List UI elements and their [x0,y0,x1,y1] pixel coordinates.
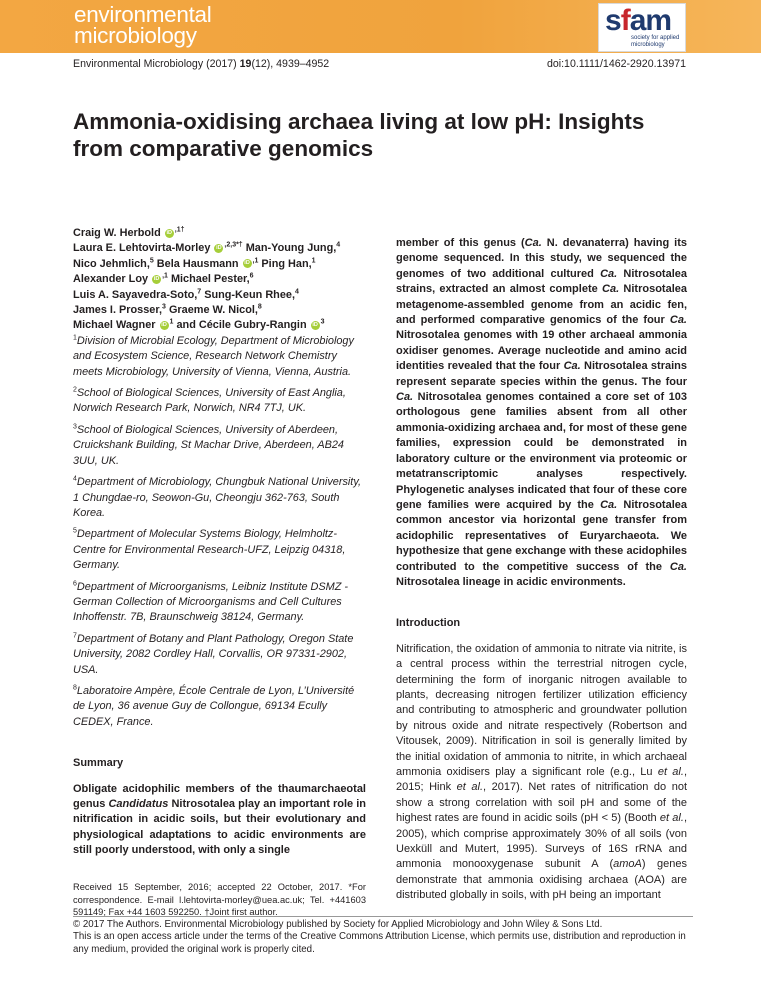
summary-continuation: member of this genus (Ca. N. devanaterra) having its genome sequenced. In this study, we sequenced the genomes of two additional cultured Ca. Nitrosotalea strains, extracted an almost complete Ca. Nitrosotalea metagenome-assembled genome from an acidic fen, and performed comparative genomics of the four Ca. Nitrosotalea genomes with 19 other archaeal ammonia oxidiser genomes. Average nucleotide and amino acid identities revealed that the four Ca. Nitrosotalea strains represent separate species within the genus. The four Ca. Nitrosotalea genomes contained a core set of 103 orthologous gene families absent from all other ammonia-oxidizing archaea and, for most of these gene families, expression could be demonstrated in laboratory culture or the environment via proteomic or metatranscriptomic analyses respectively. Phylogenetic analyses indicated that four of these core gene families were acquired by the Ca. Nitrosotalea common ancestor via horizontal gene transfer from acidophilic representatives of Euryarchaeota. We hypothesize that gene exchange with these acidophiles contributed to the competitive success of the Ca. Nitrosotalea lineage in acidic environments. [396,237,687,588]
received-correspondence-note: Received 15 September, 2016; accepted 22 October, 2017. *For correspondence. E-mail l.lehtovirta-morley@uea.ac.uk; Tel. +441603 591149; Fax +44 1603 592250. †Joint first author. [73,882,366,917]
license-text: This is an open access article under the terms of the Creative Commons Attribution License, which permits use, distribution and reproduction in any medium, provided the original work is properly cited. [73,931,686,955]
affiliation: $^7$Department of Botany and Plant Pathology, Oregon State University, 2082 Cordley Hall, Corvallis, OR 97331-2902, USA. [73,632,354,676]
journal-banner [0,0,761,53]
introduction-paragraph: Nitrification, the oxidation of ammonia to nitrate via nitrite, is a central process within the terrestrial nitrogen cycle, determining the form of inorganic nitrogen available to plants, decreasing nitrogen fertilizer utilization efficiency and contributing to atmospheric and groundwater pollution by nitrous oxide and nitrate respectively (Robertson and Vitousek, 2009). Nitrification in soil is generally limited by the initial oxidation of ammonia to nitrite, in which archaeal ammonia oxidisers play a significant role (e.g., Lu et al., 2015; Hink et al., 2017). Net rates of nitrification do not show a strong correlation with soil pH and some of the highest rates are found in acidic soils (pH < 5) (Booth et al., 2005), which comprise approximately 30% of all soils (von Uexküll and Mutert, 1995). Surveys of 16S rRNA and ammonia monooxygenase subunit A (amoA) genes demonstrate that ammonia oxidising archaea (AOA) are distributed globally in soils, with pH being an important [396,642,687,902]
footer-divider [73,916,693,917]
orcid-icon[interactable]: iD [166,229,173,236]
journal-name-line2: microbiology [74,23,197,48]
sfam-logo [598,3,686,52]
orcid-icon[interactable]: iD [312,322,318,329]
summary-paragraph: Obligate acidophilic members of the thaumarchaeotal genus Candidatus Nitrosotalea play an important role in nitrification in acidic soils, but their evolutionary and physiological adaptations to acidic environments are still poorly understood, with only a single [73,782,366,857]
article-title: Ammonia-oxidising archaea living at low pH: Insights from comparative genomics [73,109,645,161]
affiliation: $^1$Division of Microbial Ecology, Department of Microbiology and Ecosystem Science, Research Network Chemistry meets Microbiology, University of Vienna, Vienna, Austria. [73,334,354,378]
journal-citation: Environmental Microbiology (2017) 19(12), 4939–4952 [73,58,330,70]
summary-heading: Summary [73,757,124,770]
affiliation: $^2$School of Biological Sciences, University of East Anglia, Norwich Research Park, Norwich, NR4 7TJ, UK. [73,386,346,415]
introduction-heading: Introduction [396,617,461,630]
affiliation: $^8$Laboratoire Ampère, École Centrale de Lyon, L’Université de Lyon, 36 avenue Guy de Collongue, 69134 Ecully CEDEX, France. [73,684,355,728]
left-column [73,226,366,859]
orcid-icon[interactable]: iD [153,275,160,282]
sfam-logo-subtitle: society for applied microbiology [631,35,680,48]
affiliation: $^6$Department of Microorganisms, Leibniz Institute DSMZ - German Collection of Microorganisms and Cell Cultures Inhoffenstr. 7B, Braunschweig 38124, Germany. [73,579,349,624]
author-list: Craig W. Herbold iD $^{,1\dagger}$ Laura E. Lehtovirta-Morley iD $^{,2,3*\dagger}$ Man-Young Jung,$^4$ Nico Jehmlich,$^5$ Bela Hausmann iD $^{,1}$ Ping Han,$^1$ Alexander Loy iD $^{,1}$ Michael Pester,$^6$ Luis A. Sayavedra-Soto,$^7$ Sung-Keun Rhee,$^4$ James I. Prosser,$^3$ Graeme W. Nicol,$^8$ Michael Wagner iD $^1$ and Cécile Gubry-Rangin iD $^3$ [73,226,341,332]
orcid-icon[interactable]: iD [244,260,250,267]
affiliation-list [73,334,366,730]
orcid-icon[interactable]: iD [161,322,167,329]
affiliation: $^5$Department of Molecular Systems Biology, Helmholtz-Centre for Environmental Research-UFZ, Leipzig 04318, Germany. [73,527,346,572]
journal-name [74,4,211,46]
copyright-line: © 2017 The Authors. Environmental Microbiology published by Society for Applied Microbiology and John Wiley & Sons Ltd. [73,919,603,930]
affiliation: $^3$School of Biological Sciences, University of Aberdeen, Cruickshank Building, St Machar Drive, Aberdeen, AB24 3UU, UK. [73,423,344,467]
license-footer [73,919,693,956]
journal-name-line1: environmental [74,2,212,27]
sfam-logo-text: sfam [605,4,672,37]
right-column [396,236,687,904]
orcid-icon[interactable]: iD [216,245,222,252]
affiliation: $^4$Department of Microbiology, Chungbuk National University, 1 Chungdae-ro, Seowon-Gu, Cheongju 362-763, South Korea. [73,475,361,519]
doi[interactable]: doi:10.1111/1462-2920.13971 [546,58,686,70]
